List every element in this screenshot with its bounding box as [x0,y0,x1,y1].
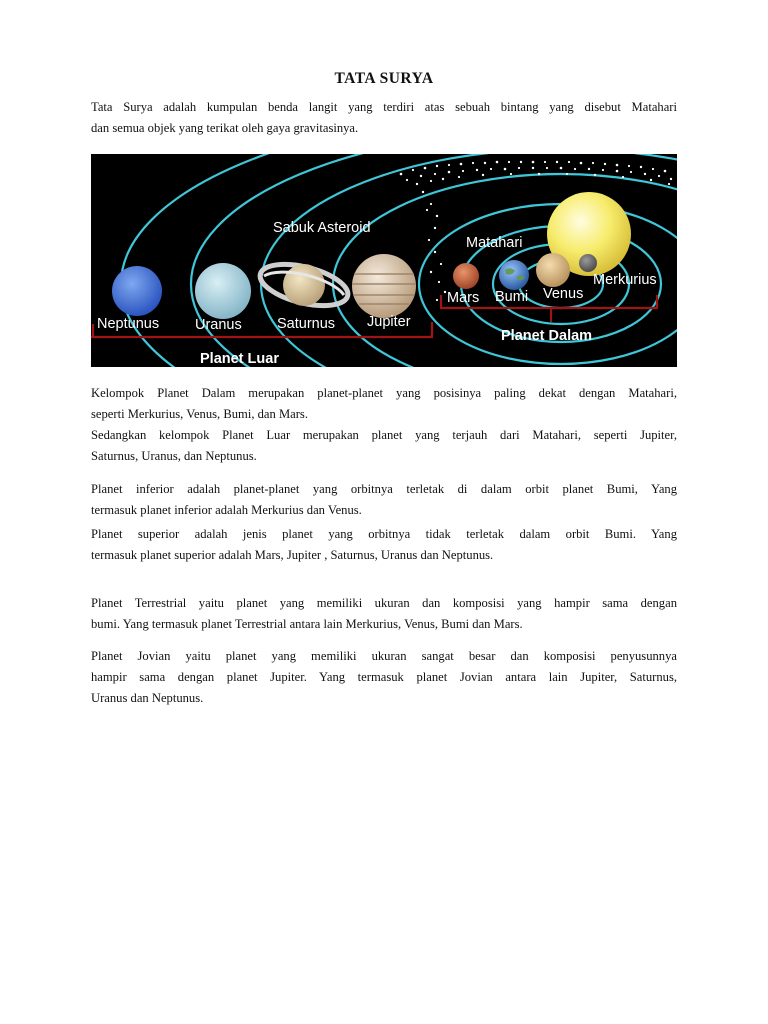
label-jupiter: Jupiter [367,314,411,330]
earth-icon [499,260,529,290]
page-title: TATA SURYA [334,70,434,87]
intro-paragraph [91,97,677,139]
superior-paragraph [91,524,677,566]
mercury-icon [579,254,597,272]
jupiter-icon [352,254,416,318]
neptune-icon [112,266,162,316]
label-planet-dalam: Planet Dalam [501,328,593,344]
text-line: termasuk planet superior adalah Mars, Jupiter , Saturnus, Uranus dan Neptunus. [91,548,494,562]
jovian-paragraph [91,646,677,709]
text-line: Sedangkan kelompok Planet Luar merupakan planet yang terjauh dari Matahari, seperti Jupiter, [91,428,677,442]
label-matahari: Matahari [466,235,523,251]
text-line: Planet Terrestrial yaitu planet yang memiliki ukuran dan komposisi yang hampir sama dengan [91,596,677,610]
planet-groups-paragraph [91,383,677,467]
text-line: hampir sama dengan planet Jupiter. Yang termasuk planet Jovian antara lain Jupiter, Saturnus, [91,670,677,684]
label-mars: Mars [447,290,480,306]
mars-icon [453,263,479,289]
text-line: bumi. Yang termasuk planet Terrestrial antara lain Merkurius, Venus, Bumi dan Mars. [91,617,523,631]
venus-icon [536,253,570,287]
label-uranus: Uranus [195,317,242,333]
text-line: Saturnus, Uranus, dan Neptunus. [91,449,257,463]
label-planet-luar: Planet Luar [200,351,279,367]
terrestrial-paragraph [91,593,677,635]
label-merkurius: Merkurius [593,272,657,288]
uranus-icon [195,263,251,319]
text-line: Planet superior adalah jenis planet yang orbitnya tidak terletak dalam orbit Bumi. Yang [91,527,677,541]
saturn-icon [283,264,325,306]
text-line: Kelompok Planet Dalam merupakan planet-planet yang posisinya paling dekat dengan Matahari, [91,386,677,400]
label-sabuk-asteroid: Sabuk Asteroid [273,220,371,236]
text-line: Planet Jovian yaitu planet yang memiliki ukuran sangat besar dan komposisi penyusunnya [91,649,677,663]
label-saturnus: Saturnus [277,316,336,332]
text-line: termasuk planet inferior adalah Merkurius dan Venus. [91,503,362,517]
solar-system-image [91,154,677,367]
text-line: Tata Surya adalah kumpulan benda langit yang terdiri atas sebuah bintang yang disebut Matahari [91,100,677,114]
text-line: dan semua objek yang terikat oleh gaya gravitasinya. [91,121,359,135]
label-venus: Venus [543,286,584,302]
text-line: Planet inferior adalah planet-planet yang orbitnya terletak di dalam orbit planet Bumi, Yang [91,482,677,496]
text-line: seperti Merkurius, Venus, Bumi, dan Mars. [91,407,308,421]
label-bumi: Bumi [495,289,529,305]
inferior-paragraph [91,479,677,521]
text-line: Uranus dan Neptunus. [91,691,204,705]
label-neptunus: Neptunus [97,316,160,332]
